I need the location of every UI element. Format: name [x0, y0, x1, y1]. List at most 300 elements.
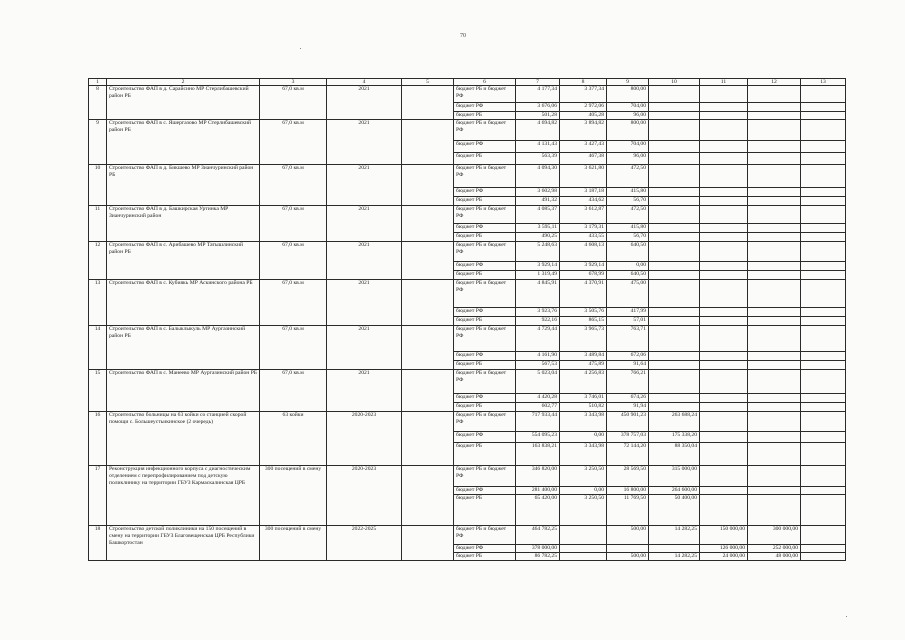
- amount-cell: [748, 412, 801, 432]
- amount-cell: 378 757,03: [607, 432, 649, 443]
- scan-speck: [300, 48, 301, 49]
- amount-cell: [649, 233, 700, 242]
- amount-cell: [560, 526, 607, 545]
- amount-cell: 500,00: [607, 553, 649, 561]
- amount-cell: [649, 224, 700, 233]
- years: 2022-2025: [327, 526, 402, 561]
- object-name: Строительство больницы на 63 койки со станцией скорой помощи с. Большеустьикинское (2 очередь): [107, 412, 260, 466]
- amount-cell: 0,00: [607, 262, 649, 271]
- years: 2021: [327, 206, 402, 242]
- amount-cell: [801, 412, 846, 432]
- amount-cell: 3 602,98: [516, 188, 560, 197]
- construction-table: [88, 78, 846, 561]
- capacity: 67,0 кв.м: [260, 326, 327, 370]
- amount-cell: [649, 103, 700, 112]
- amount-cell: 490,25: [516, 233, 560, 242]
- amount-cell: [700, 308, 748, 317]
- row-number: 18: [89, 526, 107, 561]
- amount-cell: 56,70: [607, 197, 649, 206]
- amount-cell: 672,06: [607, 352, 649, 361]
- amount-cell: 4 694,82: [516, 120, 560, 141]
- amount-cell: [801, 495, 846, 526]
- amount-cell: 0,00: [560, 432, 607, 443]
- header-cell: 12: [748, 79, 801, 86]
- amount-cell: [748, 487, 801, 495]
- amount-cell: 865,15: [560, 317, 607, 326]
- amount-cell: 175 338,20: [649, 432, 700, 443]
- page-number: 70: [460, 33, 466, 39]
- column-5: [402, 120, 454, 165]
- table-row: [89, 466, 846, 487]
- amount-cell: 11 769,50: [607, 495, 649, 526]
- amount-cell: [649, 262, 700, 271]
- amount-cell: [748, 352, 801, 361]
- amount-cell: [649, 280, 700, 308]
- amount-cell: 922,16: [516, 317, 560, 326]
- amount-cell: [649, 545, 700, 553]
- amount-cell: 766,21: [607, 370, 649, 394]
- table-row: [89, 165, 846, 188]
- amount-cell: [748, 280, 801, 308]
- amount-cell: 16 800,00: [607, 487, 649, 495]
- amount-cell: 500,00: [607, 526, 649, 545]
- amount-cell: [649, 403, 700, 412]
- amount-cell: [801, 197, 846, 206]
- amount-cell: [700, 466, 748, 487]
- amount-cell: [649, 112, 700, 120]
- amount-cell: 126 000,00: [700, 545, 748, 553]
- object-name: Строительство ФАП в с. Арибашево МР Татышлинский район РБ: [107, 242, 260, 280]
- funding-source: бюджет РБ и бюджет РФ: [454, 526, 516, 545]
- amount-cell: 501,28: [516, 112, 560, 120]
- row-number: 9: [89, 120, 107, 165]
- amount-cell: [801, 326, 846, 352]
- amount-cell: [649, 86, 700, 103]
- amount-cell: [748, 206, 801, 224]
- column-5: [402, 370, 454, 412]
- amount-cell: 450 901,23: [607, 412, 649, 432]
- amount-cell: 3 250,50: [560, 466, 607, 487]
- funding-source: бюджет РБ: [454, 233, 516, 242]
- funding-source: бюджет РБ и бюджет РФ: [454, 206, 516, 224]
- amount-cell: [700, 352, 748, 361]
- amount-cell: 300 000,00: [748, 526, 801, 545]
- amount-cell: [801, 280, 846, 308]
- amount-cell: 3 746,01: [560, 394, 607, 403]
- table-row: [89, 120, 846, 141]
- amount-cell: [801, 352, 846, 361]
- years: 2020-2023: [327, 412, 402, 466]
- object-name: Строительство ФАП в д. Башкирская Уртинка МР Зианчуринский район: [107, 206, 260, 242]
- header-cell: 10: [649, 79, 700, 86]
- funding-source: бюджет РБ: [454, 553, 516, 561]
- amount-cell: 3 505,76: [560, 308, 607, 317]
- amount-cell: [748, 326, 801, 352]
- amount-cell: [748, 317, 801, 326]
- amount-cell: [801, 271, 846, 280]
- amount-cell: [649, 370, 700, 394]
- amount-cell: 472,50: [607, 165, 649, 188]
- amount-cell: [748, 233, 801, 242]
- amount-cell: [700, 224, 748, 233]
- amount-cell: [700, 103, 748, 112]
- table-row: [89, 412, 846, 432]
- amount-cell: [649, 271, 700, 280]
- amount-cell: [801, 233, 846, 242]
- funding-source: бюджет РФ: [454, 394, 516, 403]
- amount-cell: [801, 432, 846, 443]
- capacity: 67,0 кв.м: [260, 120, 327, 165]
- amount-cell: [748, 361, 801, 370]
- amount-cell: [801, 120, 846, 141]
- amount-cell: 3 489,84: [560, 352, 607, 361]
- funding-source: бюджет РФ: [454, 308, 516, 317]
- object-name: Строительство детской поликлиники на 150 посещений в смену на территории ГБУЗ Благовещенская ЦРБ Республики Башкортостан: [107, 526, 260, 561]
- amount-cell: 3 894,82: [560, 120, 607, 141]
- amount-cell: [700, 317, 748, 326]
- amount-cell: [801, 545, 846, 553]
- amount-cell: 0,00: [560, 487, 607, 495]
- amount-cell: [700, 403, 748, 412]
- column-5: [402, 242, 454, 280]
- funding-source: бюджет РФ: [454, 487, 516, 495]
- row-number: 12: [89, 242, 107, 280]
- amount-cell: [801, 308, 846, 317]
- amount-cell: 3 187,18: [560, 188, 607, 197]
- row-number: 8: [89, 86, 107, 120]
- scan-speck: [846, 616, 847, 617]
- object-name: Строительство ФАП в с. Балыклыкуль МР Аургазинский район РБ: [107, 326, 260, 370]
- amount-cell: 3 343,98: [560, 443, 607, 466]
- amount-cell: [748, 188, 801, 197]
- amount-cell: 475,00: [607, 280, 649, 308]
- header-cell: 1: [89, 79, 107, 86]
- amount-cell: [801, 394, 846, 403]
- amount-cell: [801, 526, 846, 545]
- funding-source: бюджет РБ: [454, 197, 516, 206]
- amount-cell: 704,00: [607, 141, 649, 153]
- amount-cell: [748, 403, 801, 412]
- amount-cell: 4 094,30: [516, 165, 560, 188]
- header-cell: 9: [607, 79, 649, 86]
- years: 2021: [327, 242, 402, 280]
- amount-cell: [700, 141, 748, 153]
- amount-cell: [748, 308, 801, 317]
- amount-cell: 491,32: [516, 197, 560, 206]
- object-name: Строительство ФАП в д. Сарайсино МР Стерлибашевский район РБ: [107, 86, 260, 120]
- amount-cell: 3 965,73: [560, 326, 607, 352]
- capacity: 300 посещений в смену: [260, 526, 327, 561]
- amount-cell: 14 282,25: [649, 553, 700, 561]
- amount-cell: [801, 206, 846, 224]
- amount-cell: 3 923,76: [516, 308, 560, 317]
- column-5: [402, 412, 454, 466]
- amount-cell: [649, 206, 700, 224]
- amount-cell: [700, 112, 748, 120]
- object-name: Строительство ФАП в с. Манеево МР Аургазинский район РБ: [107, 370, 260, 412]
- amount-cell: [700, 487, 748, 495]
- row-number: 13: [89, 280, 107, 326]
- amount-cell: [700, 326, 748, 352]
- funding-source: бюджет РБ: [454, 443, 516, 466]
- header-cell: 4: [327, 79, 402, 86]
- amount-cell: 1 319,49: [516, 271, 560, 280]
- amount-cell: [649, 361, 700, 370]
- amount-cell: [700, 412, 748, 432]
- amount-cell: 88 350,04: [649, 443, 700, 466]
- amount-cell: [801, 141, 846, 153]
- amount-cell: 346 820,00: [516, 466, 560, 487]
- years: 2021: [327, 326, 402, 370]
- amount-cell: [748, 120, 801, 141]
- amount-cell: 554 095,23: [516, 432, 560, 443]
- funding-source: бюджет РФ: [454, 545, 516, 553]
- amount-cell: [649, 188, 700, 197]
- object-name: Строительство ФАП в д. Бикшево МР Зианчуринский район РБ: [107, 165, 260, 206]
- header-cell: 3: [260, 79, 327, 86]
- funding-source: бюджет РБ: [454, 317, 516, 326]
- amount-cell: [649, 326, 700, 352]
- amount-cell: [801, 188, 846, 197]
- funding-source: бюджет РБ и бюджет РФ: [454, 86, 516, 103]
- amount-cell: [700, 280, 748, 308]
- amount-cell: [748, 165, 801, 188]
- amount-cell: [700, 197, 748, 206]
- funding-source: бюджет РФ: [454, 224, 516, 233]
- column-5: [402, 326, 454, 370]
- amount-cell: 4 420,28: [516, 394, 560, 403]
- header-cell: 11: [700, 79, 748, 86]
- column-5: [402, 280, 454, 326]
- amount-cell: 4 370,91: [560, 280, 607, 308]
- amount-cell: 417,99: [607, 308, 649, 317]
- amount-cell: 433,55: [560, 233, 607, 242]
- amount-cell: [700, 262, 748, 271]
- amount-cell: [700, 206, 748, 224]
- amount-cell: 800,00: [607, 86, 649, 103]
- row-number: 14: [89, 326, 107, 370]
- years: 2020-2023: [327, 466, 402, 526]
- amount-cell: 4 256,83: [560, 370, 607, 394]
- amount-cell: [700, 271, 748, 280]
- amount-cell: [748, 224, 801, 233]
- amount-cell: [649, 141, 700, 153]
- funding-source: бюджет РБ и бюджет РФ: [454, 466, 516, 487]
- amount-cell: [700, 242, 748, 262]
- amount-cell: [748, 197, 801, 206]
- header-row: [89, 79, 846, 86]
- amount-cell: [560, 553, 607, 561]
- capacity: 300 посещений в смену: [260, 466, 327, 526]
- amount-cell: [801, 262, 846, 271]
- amount-cell: 150 000,00: [700, 526, 748, 545]
- amount-cell: [700, 153, 748, 165]
- row-number: 10: [89, 165, 107, 206]
- amount-cell: [801, 153, 846, 165]
- amount-cell: 3 250,50: [560, 495, 607, 526]
- amount-cell: [748, 242, 801, 262]
- column-5: [402, 86, 454, 120]
- capacity: 67,0 кв.м: [260, 370, 327, 412]
- amount-cell: 3 343,98: [560, 412, 607, 432]
- capacity: 63 койки: [260, 412, 327, 466]
- header-cell: 13: [801, 79, 846, 86]
- amount-cell: [700, 394, 748, 403]
- amount-cell: [649, 308, 700, 317]
- amount-cell: 3 612,87: [560, 206, 607, 224]
- amount-cell: 510,82: [560, 403, 607, 412]
- capacity: 67,0 кв.м: [260, 206, 327, 242]
- amount-cell: [649, 197, 700, 206]
- amount-cell: [748, 443, 801, 466]
- amount-cell: [748, 86, 801, 103]
- amount-cell: [801, 317, 846, 326]
- column-5: [402, 466, 454, 526]
- funding-source: бюджет РБ и бюджет РФ: [454, 120, 516, 141]
- funding-source: бюджет РФ: [454, 103, 516, 112]
- amount-cell: 415,80: [607, 224, 649, 233]
- amount-cell: 2 972,06: [560, 103, 607, 112]
- amount-cell: 264 600,00: [649, 487, 700, 495]
- amount-cell: [801, 466, 846, 487]
- amount-cell: [801, 224, 846, 233]
- amount-cell: [700, 86, 748, 103]
- amount-cell: 4 177,34: [516, 86, 560, 103]
- amount-cell: [801, 242, 846, 262]
- amount-cell: [801, 361, 846, 370]
- funding-source: бюджет РФ: [454, 262, 516, 271]
- amount-cell: 800,00: [607, 120, 649, 141]
- years: 2021: [327, 165, 402, 206]
- funding-source: бюджет РФ: [454, 188, 516, 197]
- amount-cell: 3 676,06: [516, 103, 560, 112]
- amount-cell: 640,50: [607, 242, 649, 262]
- row-number: 11: [89, 206, 107, 242]
- amount-cell: [748, 370, 801, 394]
- amount-cell: 96,00: [607, 112, 649, 120]
- amount-cell: 763,71: [607, 326, 649, 352]
- amount-cell: [748, 153, 801, 165]
- table-row: [89, 206, 846, 224]
- object-name: Реконструкция инфекционного корпуса с диагностическим отделением с перепрофилированием под детскую поликлинику на территории ГБУЗ Кармаскалинская ЦРБ: [107, 466, 260, 526]
- amount-cell: [748, 466, 801, 487]
- amount-cell: 3 427,43: [560, 141, 607, 153]
- row-number: 17: [89, 466, 107, 526]
- amount-cell: 163 838,21: [516, 443, 560, 466]
- amount-cell: [649, 153, 700, 165]
- header-cell: 7: [516, 79, 560, 86]
- amount-cell: [748, 141, 801, 153]
- amount-cell: [649, 317, 700, 326]
- amount-cell: 5 248,63: [516, 242, 560, 262]
- amount-cell: 567,53: [516, 361, 560, 370]
- funding-source: бюджет РБ и бюджет РФ: [454, 326, 516, 352]
- amount-cell: 475,89: [560, 361, 607, 370]
- amount-cell: 563,39: [516, 153, 560, 165]
- amount-cell: 3 179,31: [560, 224, 607, 233]
- amount-cell: [700, 370, 748, 394]
- amount-cell: [748, 103, 801, 112]
- row-number: 16: [89, 412, 107, 466]
- funding-source: бюджет РБ: [454, 112, 516, 120]
- amount-cell: 3 595,11: [516, 224, 560, 233]
- amount-cell: 4 131,43: [516, 141, 560, 153]
- years: 2021: [327, 120, 402, 165]
- amount-cell: [649, 120, 700, 141]
- column-5: [402, 165, 454, 206]
- amount-cell: 3 377,34: [560, 86, 607, 103]
- amount-cell: 56,70: [607, 233, 649, 242]
- amount-cell: 464 782,25: [516, 526, 560, 545]
- amount-cell: 263 688,24: [649, 412, 700, 432]
- object-name: Строительство ФАП в с. Кубиякь МР Аскинского района РБ: [107, 280, 260, 326]
- amount-cell: [801, 370, 846, 394]
- table-row: [89, 326, 846, 352]
- amount-cell: 5 023,04: [516, 370, 560, 394]
- amount-cell: [801, 86, 846, 103]
- header-cell: 8: [560, 79, 607, 86]
- funding-source: бюджет РБ: [454, 271, 516, 280]
- table-row: [89, 526, 846, 545]
- amount-cell: [700, 495, 748, 526]
- amount-cell: 28 569,50: [607, 466, 649, 487]
- years: 2021: [327, 280, 402, 326]
- funding-source: бюджет РФ: [454, 352, 516, 361]
- amount-cell: [649, 242, 700, 262]
- funding-source: бюджет РФ: [454, 432, 516, 443]
- amount-cell: 91,64: [607, 361, 649, 370]
- funding-source: бюджет РБ: [454, 153, 516, 165]
- amount-cell: 14 282,25: [649, 526, 700, 545]
- table-row: [89, 242, 846, 262]
- amount-cell: 678,99: [560, 271, 607, 280]
- funding-source: бюджет РБ и бюджет РФ: [454, 165, 516, 188]
- amount-cell: [801, 553, 846, 561]
- amount-cell: 4 729,44: [516, 326, 560, 352]
- amount-cell: [801, 403, 846, 412]
- amount-cell: 57,01: [607, 317, 649, 326]
- amount-cell: 3 621,80: [560, 165, 607, 188]
- capacity: 67,0 кв.м: [260, 86, 327, 120]
- amount-cell: [748, 394, 801, 403]
- column-5: [402, 206, 454, 242]
- header-cell: 2: [107, 79, 260, 86]
- object-name: Строительство ФАП в с. Яшергазово МР Стерлибашевский район РБ: [107, 120, 260, 165]
- amount-cell: 72 144,20: [607, 443, 649, 466]
- amount-cell: [649, 394, 700, 403]
- amount-cell: 4 161,90: [516, 352, 560, 361]
- capacity: 67,0 кв.м: [260, 165, 327, 206]
- header-cell: 6: [454, 79, 516, 86]
- amount-cell: [649, 352, 700, 361]
- amount-cell: 4 608,13: [560, 242, 607, 262]
- amount-cell: 48 000,00: [748, 553, 801, 561]
- amount-cell: 717 933,44: [516, 412, 560, 432]
- funding-source: бюджет РБ и бюджет РФ: [454, 242, 516, 262]
- amount-cell: 378 000,00: [516, 545, 560, 553]
- amount-cell: 50 400,00: [649, 495, 700, 526]
- amount-cell: [801, 103, 846, 112]
- amount-cell: 3 929,14: [560, 262, 607, 271]
- amount-cell: [607, 545, 649, 553]
- header-cell: 5: [402, 79, 454, 86]
- amount-cell: [748, 262, 801, 271]
- amount-cell: [700, 432, 748, 443]
- amount-cell: [649, 165, 700, 188]
- years: 2021: [327, 86, 402, 120]
- amount-cell: 602,77: [516, 403, 560, 412]
- amount-cell: 415,80: [607, 188, 649, 197]
